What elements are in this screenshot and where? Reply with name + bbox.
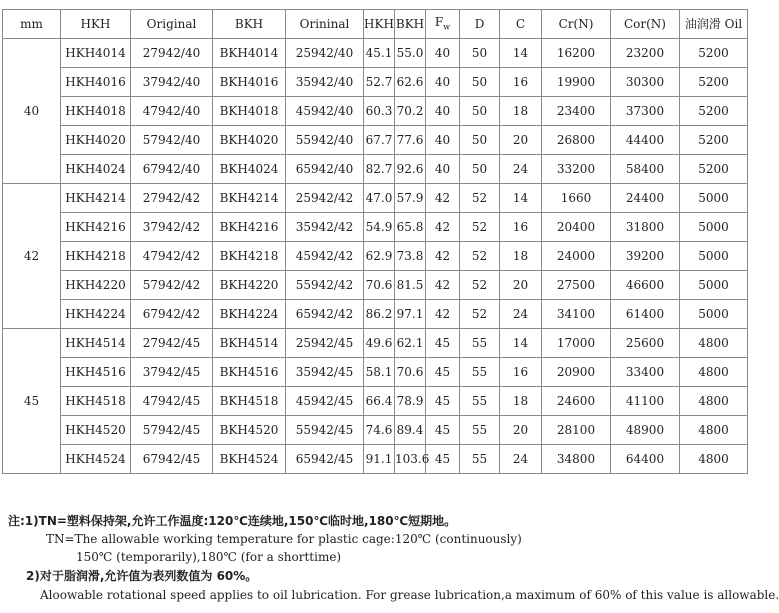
cell-hkh: HKH4520 <box>61 416 131 445</box>
cell-original: 67942/40 <box>131 155 213 184</box>
cell-cr: 23400 <box>542 97 611 126</box>
cell-fw: 40 <box>426 97 460 126</box>
table-row <box>3 242 748 271</box>
cell-fw: 42 <box>426 184 460 213</box>
cell-fw: 42 <box>426 242 460 271</box>
cell-hkh-w: 60.3 <box>364 97 395 126</box>
header-orininal: Orininal <box>286 10 364 39</box>
cell-d: 52 <box>460 213 500 242</box>
cell-d: 50 <box>460 68 500 97</box>
cell-cor: 30300 <box>611 68 680 97</box>
cell-fw: 42 <box>426 213 460 242</box>
cell-fw: 40 <box>426 39 460 68</box>
cell-cr: 26800 <box>542 126 611 155</box>
cell-hkh-w: 70.6 <box>364 271 395 300</box>
header-hkh: HKH <box>61 10 131 39</box>
cell-cor: 64400 <box>611 445 680 474</box>
cell-original: 57942/40 <box>131 126 213 155</box>
cell-hkh: HKH4024 <box>61 155 131 184</box>
cell-bkh-w: 73.8 <box>395 242 426 271</box>
cell-oil: 5000 <box>680 213 748 242</box>
cell-oil: 5000 <box>680 271 748 300</box>
cell-bkh: BKH4220 <box>213 271 286 300</box>
cell-hkh: HKH4218 <box>61 242 131 271</box>
cell-bkh: BKH4018 <box>213 97 286 126</box>
cell-fw: 45 <box>426 416 460 445</box>
cell-cr: 33200 <box>542 155 611 184</box>
header-oil: 油润滑 Oil <box>680 10 748 39</box>
cell-d: 55 <box>460 387 500 416</box>
cell-hkh: HKH4020 <box>61 126 131 155</box>
cell-bkh-w: 62.6 <box>395 68 426 97</box>
cell-original: 57942/42 <box>131 271 213 300</box>
cell-cr: 28100 <box>542 416 611 445</box>
note-1-en-cont: 150℃ (temporarily),180℃ (for a shorttime) <box>76 550 342 564</box>
note-1-en: TN=The allowable working temperature for plastic cage:120℃ (continuously) <box>46 532 522 546</box>
cell-d: 55 <box>460 416 500 445</box>
header-bkh-weight: BKH <box>395 10 426 39</box>
header-hkh-weight: HKH <box>364 10 395 39</box>
cell-cor: 33400 <box>611 358 680 387</box>
table-row <box>3 387 748 416</box>
cell-orininal: 45942/40 <box>286 97 364 126</box>
cell-fw: 42 <box>426 271 460 300</box>
table-row <box>3 358 748 387</box>
cell-hkh-w: 86.2 <box>364 300 395 329</box>
cell-fw: 40 <box>426 68 460 97</box>
cell-original: 57942/45 <box>131 416 213 445</box>
cell-hkh: HKH4018 <box>61 97 131 126</box>
cell-bkh: BKH4524 <box>213 445 286 474</box>
cell-c: 14 <box>500 184 542 213</box>
cell-hkh: HKH4216 <box>61 213 131 242</box>
table-row <box>3 39 748 68</box>
cell-original: 37942/40 <box>131 68 213 97</box>
cell-bkh-w: 103.6 <box>395 445 426 474</box>
cell-original: 67942/42 <box>131 300 213 329</box>
table-row <box>3 155 748 184</box>
table-body <box>3 39 748 474</box>
cell-original: 27942/40 <box>131 39 213 68</box>
cell-original: 27942/45 <box>131 329 213 358</box>
header-fw-sub: w <box>443 22 451 32</box>
cell-c: 20 <box>500 126 542 155</box>
cell-cor: 37300 <box>611 97 680 126</box>
cell-d: 52 <box>460 300 500 329</box>
cell-cor: 48900 <box>611 416 680 445</box>
cell-bkh: BKH4016 <box>213 68 286 97</box>
cell-bkh-w: 55.0 <box>395 39 426 68</box>
cell-hkh-w: 74.6 <box>364 416 395 445</box>
cell-fw: 45 <box>426 445 460 474</box>
cell-hkh-w: 54.9 <box>364 213 395 242</box>
cell-c: 16 <box>500 68 542 97</box>
cell-hkh-w: 47.0 <box>364 184 395 213</box>
cell-orininal: 65942/42 <box>286 300 364 329</box>
cell-cor: 58400 <box>611 155 680 184</box>
cell-hkh: HKH4014 <box>61 39 131 68</box>
cell-cor: 41100 <box>611 387 680 416</box>
cell-bkh-w: 92.6 <box>395 155 426 184</box>
cell-oil: 5000 <box>680 300 748 329</box>
cell-c: 16 <box>500 213 542 242</box>
cell-bkh: BKH4218 <box>213 242 286 271</box>
header-fw-main: F <box>434 15 444 30</box>
header-mm: mm <box>3 10 61 39</box>
table-row <box>3 184 748 213</box>
header-d: D <box>460 10 500 39</box>
cell-cr: 27500 <box>542 271 611 300</box>
cell-hkh-w: 62.9 <box>364 242 395 271</box>
cell-original: 47942/42 <box>131 242 213 271</box>
cell-c: 18 <box>500 242 542 271</box>
table-row <box>3 445 748 474</box>
cell-cor: 39200 <box>611 242 680 271</box>
cell-bkh-w: 81.5 <box>395 271 426 300</box>
cell-bkh-w: 70.2 <box>395 97 426 126</box>
cell-orininal: 45942/45 <box>286 387 364 416</box>
cell-cr: 24600 <box>542 387 611 416</box>
cell-orininal: 65942/40 <box>286 155 364 184</box>
diameter-cell: 40 <box>3 39 61 184</box>
cell-orininal: 25942/45 <box>286 329 364 358</box>
cell-oil: 5000 <box>680 242 748 271</box>
cell-bkh: BKH4216 <box>213 213 286 242</box>
cell-bkh-w: 57.9 <box>395 184 426 213</box>
cell-c: 24 <box>500 155 542 184</box>
cell-hkh: HKH4524 <box>61 445 131 474</box>
note-1-cn: 注:1)TN=塑料保持架,允许工作温度:120℃连续地,150℃临时地,180℃短期地。 <box>8 514 457 528</box>
table-row <box>3 97 748 126</box>
cell-fw: 45 <box>426 358 460 387</box>
cell-bkh-w: 65.8 <box>395 213 426 242</box>
cell-d: 52 <box>460 242 500 271</box>
cell-d: 50 <box>460 126 500 155</box>
cell-bkh-w: 77.6 <box>395 126 426 155</box>
cell-orininal: 25942/40 <box>286 39 364 68</box>
cell-oil: 4800 <box>680 416 748 445</box>
cell-c: 14 <box>500 39 542 68</box>
header-original: Original <box>131 10 213 39</box>
cell-bkh: BKH4014 <box>213 39 286 68</box>
cell-oil: 5200 <box>680 126 748 155</box>
table-row <box>3 271 748 300</box>
cell-cr: 19900 <box>542 68 611 97</box>
cell-cr: 20900 <box>542 358 611 387</box>
cell-oil: 4800 <box>680 445 748 474</box>
cell-d: 55 <box>460 358 500 387</box>
cell-c: 24 <box>500 445 542 474</box>
cell-original: 27942/42 <box>131 184 213 213</box>
cell-bkh-w: 97.1 <box>395 300 426 329</box>
cell-c: 24 <box>500 300 542 329</box>
table-row <box>3 68 748 97</box>
cell-oil: 5200 <box>680 39 748 68</box>
cell-oil: 5000 <box>680 184 748 213</box>
cell-hkh-w: 67.7 <box>364 126 395 155</box>
cell-bkh: BKH4518 <box>213 387 286 416</box>
cell-oil: 5200 <box>680 68 748 97</box>
cell-c: 20 <box>500 271 542 300</box>
diameter-cell: 42 <box>3 184 61 329</box>
cell-oil: 5200 <box>680 97 748 126</box>
cell-hkh: HKH4214 <box>61 184 131 213</box>
header-cor: Cor(N) <box>611 10 680 39</box>
cell-fw: 42 <box>426 300 460 329</box>
cell-c: 18 <box>500 387 542 416</box>
cell-d: 50 <box>460 39 500 68</box>
cell-orininal: 25942/42 <box>286 184 364 213</box>
cell-hkh-w: 66.4 <box>364 387 395 416</box>
cell-hkh: HKH4518 <box>61 387 131 416</box>
cell-hkh-w: 49.6 <box>364 329 395 358</box>
cell-orininal: 55942/42 <box>286 271 364 300</box>
cell-orininal: 55942/40 <box>286 126 364 155</box>
cell-hkh: HKH4224 <box>61 300 131 329</box>
cell-fw: 45 <box>426 329 460 358</box>
table-row <box>3 416 748 445</box>
cell-d: 50 <box>460 155 500 184</box>
cell-fw: 40 <box>426 155 460 184</box>
cell-bkh: BKH4024 <box>213 155 286 184</box>
cell-hkh: HKH4220 <box>61 271 131 300</box>
cell-orininal: 35942/42 <box>286 213 364 242</box>
cell-d: 52 <box>460 184 500 213</box>
cell-original: 47942/45 <box>131 387 213 416</box>
cell-cor: 23200 <box>611 39 680 68</box>
cell-oil: 5200 <box>680 155 748 184</box>
cell-cr: 34100 <box>542 300 611 329</box>
cell-fw: 40 <box>426 126 460 155</box>
cell-bkh: BKH4224 <box>213 300 286 329</box>
table-row <box>3 300 748 329</box>
header-cr: Cr(N) <box>542 10 611 39</box>
cell-c: 14 <box>500 329 542 358</box>
cell-bkh: BKH4514 <box>213 329 286 358</box>
cell-hkh-w: 91.1 <box>364 445 395 474</box>
cell-cor: 61400 <box>611 300 680 329</box>
bearing-spec-table <box>2 9 748 474</box>
header-c: C <box>500 10 542 39</box>
cell-cor: 31800 <box>611 213 680 242</box>
cell-oil: 4800 <box>680 358 748 387</box>
cell-hkh-w: 82.7 <box>364 155 395 184</box>
table-row <box>3 126 748 155</box>
diameter-cell: 45 <box>3 329 61 474</box>
cell-cor: 24400 <box>611 184 680 213</box>
cell-original: 67942/45 <box>131 445 213 474</box>
cell-bkh: BKH4520 <box>213 416 286 445</box>
cell-oil: 4800 <box>680 387 748 416</box>
cell-bkh-w: 62.1 <box>395 329 426 358</box>
cell-cr: 20400 <box>542 213 611 242</box>
cell-cr: 34800 <box>542 445 611 474</box>
header-fw <box>426 10 460 39</box>
cell-cr: 24000 <box>542 242 611 271</box>
cell-cor: 44400 <box>611 126 680 155</box>
cell-d: 55 <box>460 329 500 358</box>
cell-hkh: HKH4016 <box>61 68 131 97</box>
cell-bkh: BKH4516 <box>213 358 286 387</box>
cell-c: 16 <box>500 358 542 387</box>
cell-bkh-w: 89.4 <box>395 416 426 445</box>
table-row <box>3 329 748 358</box>
cell-original: 37942/42 <box>131 213 213 242</box>
cell-orininal: 45942/42 <box>286 242 364 271</box>
cell-hkh-w: 45.1 <box>364 39 395 68</box>
cell-original: 47942/40 <box>131 97 213 126</box>
table-header-row <box>3 10 748 39</box>
cell-hkh: HKH4514 <box>61 329 131 358</box>
cell-orininal: 35942/40 <box>286 68 364 97</box>
cell-c: 20 <box>500 416 542 445</box>
cell-hkh-w: 52.7 <box>364 68 395 97</box>
cell-hkh: HKH4516 <box>61 358 131 387</box>
header-bkh: BKH <box>213 10 286 39</box>
cell-oil: 4800 <box>680 329 748 358</box>
cell-bkh: BKH4214 <box>213 184 286 213</box>
table-row <box>3 213 748 242</box>
cell-original: 37942/45 <box>131 358 213 387</box>
cell-cor: 46600 <box>611 271 680 300</box>
cell-cor: 25600 <box>611 329 680 358</box>
cell-orininal: 55942/45 <box>286 416 364 445</box>
cell-d: 50 <box>460 97 500 126</box>
cell-hkh-w: 58.1 <box>364 358 395 387</box>
cell-d: 55 <box>460 445 500 474</box>
cell-bkh-w: 78.9 <box>395 387 426 416</box>
cell-orininal: 65942/45 <box>286 445 364 474</box>
cell-bkh-w: 70.6 <box>395 358 426 387</box>
cell-d: 52 <box>460 271 500 300</box>
note-2-en: Aloowable rotational speed applies to oil lubrication. For grease lubrication,a maximum of 60% of this value is allowable. <box>40 588 779 602</box>
cell-bkh: BKH4020 <box>213 126 286 155</box>
cell-orininal: 35942/45 <box>286 358 364 387</box>
cell-cr: 17000 <box>542 329 611 358</box>
note-2-cn: 2)对于脂润滑,允许值为表列数值为 60%。 <box>26 569 258 583</box>
cell-fw: 45 <box>426 387 460 416</box>
cell-c: 18 <box>500 97 542 126</box>
cell-cr: 1660 <box>542 184 611 213</box>
cell-cr: 16200 <box>542 39 611 68</box>
